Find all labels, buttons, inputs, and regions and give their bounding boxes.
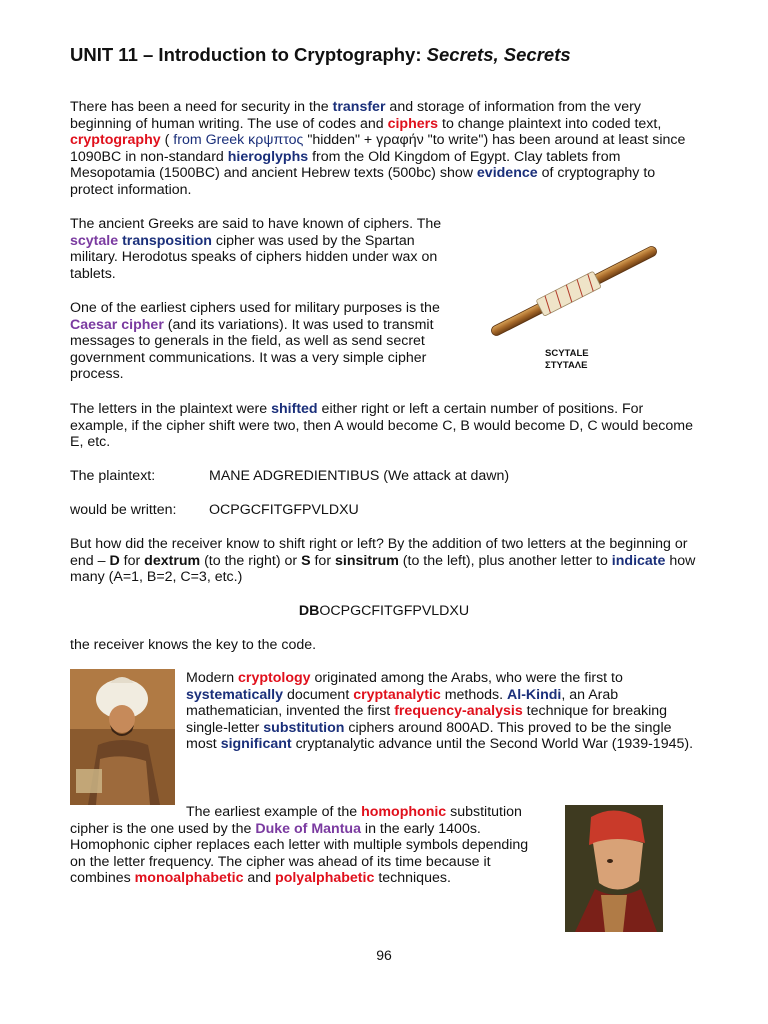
keyword-homophonic: homophonic xyxy=(361,804,447,820)
keyword-transfer: transfer xyxy=(332,99,386,115)
paragraph-homophonic: The earliest example of the homophonic substitution cipher is the one used by the Duke of Mantua in the early 1400s. Homophonic cipher replaces each letter with multiple symbols depending on the letter frequency. The cipher was ahead of its time because it combines monoalphabetic and polyalphabetic techniques. xyxy=(70,804,529,887)
keyword-ciphers: ciphers xyxy=(387,115,439,132)
keyword-shifted: shifted xyxy=(271,401,318,417)
bold-dextrum: dextrum xyxy=(144,552,201,569)
keyword-monoalphabetic: monoalphabetic xyxy=(134,870,244,887)
page-title: UNIT 11 – Introduction to Cryptography: Secrets, Secrets xyxy=(70,44,571,65)
keyword-duke-of-mantua: Duke of Mantua xyxy=(255,820,361,837)
caption-latin: SCYTALE xyxy=(545,348,589,359)
bold-d: D xyxy=(109,552,120,569)
keyword-evidence: evidence xyxy=(476,165,538,182)
keyword-greek: from Greek κρψπτος xyxy=(173,132,304,149)
ciphertext-value: OCPGCFITGFPVLDXU xyxy=(209,502,359,518)
title-italic: Secrets, Secrets xyxy=(426,44,571,65)
bold-sinsitrum: sinsitrum xyxy=(335,552,399,569)
keyword-indicate: indicate xyxy=(611,552,666,569)
keyword-frequency-analysis: frequency-analysis xyxy=(394,703,523,720)
caption-greek: ΣΤΥΤΑΛΕ xyxy=(545,359,588,371)
keyword-systematically: systematically xyxy=(186,686,284,703)
code-rest: OCPGCFITGFPVLDXU xyxy=(319,603,470,619)
paragraph-greeks: The ancient Greeks are said to have known of ciphers. The scytale transposition cipher was used by the Spartan military. Herodotus speaks of ciphers hidden under wax on tablets. xyxy=(70,216,442,282)
paragraph-shift: The letters in the plaintext were shifted either right or left a certain number of positions. For example, if the cipher shift were two, then A would become C, B would become D, C would become E, etc. xyxy=(70,401,693,451)
scytale-caption xyxy=(545,348,589,371)
code-prefix: DB xyxy=(298,603,320,619)
paragraph-receiver: But how did the receiver know to shift right or left? By the addition of two letters at the beginning or end – D for dextrum (to the right) or S for sinsitrum (to the left), plus another letter to indicate how many (A=1, B=2, C=3, etc.) xyxy=(70,536,696,586)
keyword-polyalphabetic: polyalphabetic xyxy=(275,870,375,887)
al-kindi-portrait xyxy=(70,669,175,805)
keyword-al-kindi: Al-Kindi xyxy=(507,686,562,703)
keyword-caesar-cipher: Caesar cipher xyxy=(70,316,164,333)
code-example xyxy=(0,603,768,619)
bold-s: S xyxy=(301,552,311,569)
ciphertext-label: would be written: xyxy=(70,502,177,518)
duke-of-mantua-portrait xyxy=(565,805,663,932)
keyword-transposition: transposition xyxy=(122,232,212,249)
keyword-scytale: scytale xyxy=(70,232,119,249)
paragraph-key: the receiver knows the key to the code. xyxy=(70,637,317,653)
plaintext-label: The plaintext: xyxy=(70,468,156,484)
scytale-image xyxy=(484,236,664,346)
keyword-cryptanalytic: cryptanalytic xyxy=(353,686,441,703)
paragraph-caesar: One of the earliest ciphers used for military purposes is the Caesar cipher (and its variations). It was used to transmit messages to generals in the field, as well as send secret government communications. It was a very simple cipher process. xyxy=(70,300,440,383)
page-number: 96 xyxy=(376,947,392,963)
plaintext-value: MANE ADGREDIENTIBUS (We attack at dawn) xyxy=(209,468,510,484)
paragraph-intro: There has been a need for security in the transfer and storage of information from the very beginning of human writing. The use of codes and ciphers to change plaintext into coded text, cryptography ( from Greek κρψπτος "hidden" + γραφήν "to write") has been around at least since 1090BC in non-standard hieroglyphs from the Old Kingdom of Egypt. Clay tablets from Mesopotamia (1500BC) and ancient Hebrew texts (500bc) show evidence of cryptography to protect information. xyxy=(70,99,686,198)
paragraph-arabs: Modern cryptology originated among the Arabs, who were the first to systematically document cryptanalytic methods. Al-Kindi, an Arab mathematician, invented the first frequency-analysis technique for breaking single-letter substitution ciphers around 800AD. This proved to be the single most significant cryptanalytic advance until the Second World War (1939-1945). xyxy=(186,670,694,753)
keyword-significant: significant xyxy=(220,736,292,753)
keyword-hieroglyphs: hieroglyphs xyxy=(227,148,309,165)
keyword-substitution: substitution xyxy=(263,719,345,736)
keyword-cryptology: cryptology xyxy=(238,670,311,686)
keyword-cryptography: cryptography xyxy=(70,132,161,149)
